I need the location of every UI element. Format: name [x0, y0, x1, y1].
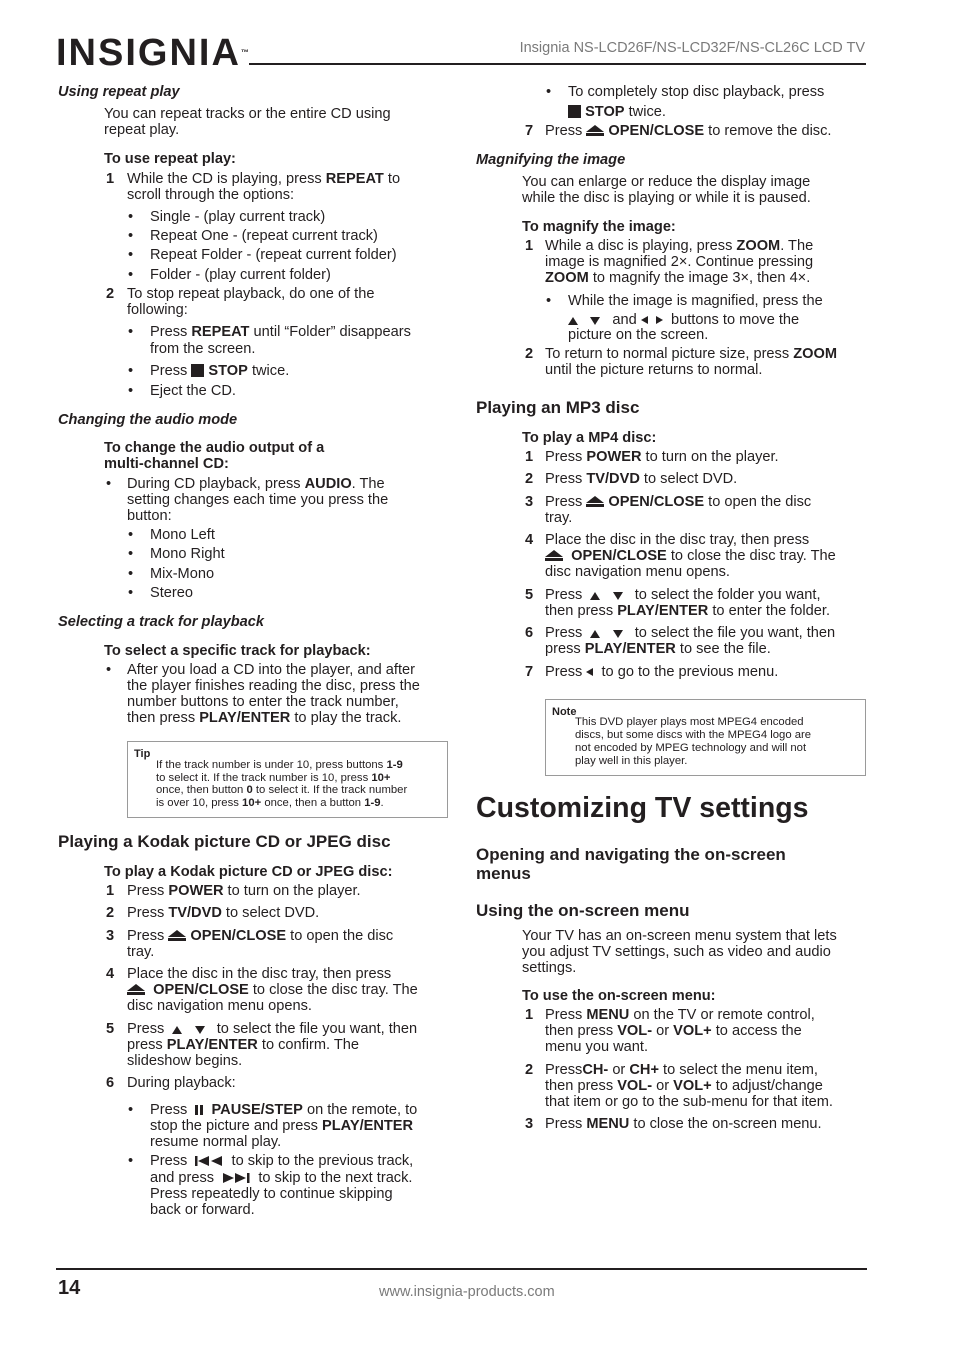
step-number: 5	[525, 587, 534, 603]
step-number: 3	[106, 928, 115, 944]
list-item: Eject the CD.	[150, 383, 236, 399]
step-text: OPEN/CLOSE to close the disc tray. The	[127, 982, 418, 998]
note-line: discs, but some discs with the MPEG4 logo are	[575, 729, 812, 741]
section-heading-repeat: Using repeat play	[58, 84, 180, 100]
step-text: image is magnified 2×. Continue pressing	[545, 254, 814, 270]
step-number: 1	[106, 883, 115, 899]
pause-icon	[195, 1105, 203, 1115]
bullet: •	[128, 324, 134, 340]
footer-url[interactable]: www.insignia-products.com	[379, 1284, 555, 1300]
footer-rule	[56, 1268, 867, 1270]
list-item: During CD playback, press AUDIO. The	[127, 476, 385, 492]
list-item: After you load a CD into the player, and after	[127, 662, 415, 678]
down-arrow-icon	[613, 630, 623, 638]
stop-icon	[191, 364, 204, 377]
eject-icon	[586, 496, 604, 507]
step-text: that item or go to the sub-menu for that item.	[545, 1094, 833, 1110]
procedure-heading: To play a MP4 disc:	[522, 430, 657, 446]
list-item: then press PLAY/ENTER to play the track.	[127, 710, 402, 726]
step-number: 2	[106, 905, 115, 921]
list-item: Press STOP twice.	[150, 363, 290, 379]
previous-track-icon	[195, 1155, 223, 1167]
section-heading-kodak: Playing a Kodak picture CD or JPEG disc	[58, 832, 391, 851]
bullet: •	[128, 247, 134, 263]
step-number: 3	[525, 494, 534, 510]
list-item: stop the picture and press PLAY/ENTER	[150, 1118, 414, 1134]
bullet: •	[546, 84, 552, 100]
procedure-heading: To play a Kodak picture CD or JPEG disc:	[104, 864, 393, 880]
tip-line: once, then button 0 to select it. If the track number	[156, 784, 408, 796]
note-line: This DVD player plays most MPEG4 encoded	[575, 716, 804, 728]
list-item: button:	[127, 508, 172, 524]
section-heading-magnify: Magnifying the image	[476, 152, 626, 168]
step-text: then press PLAY/ENTER to enter the folder.	[545, 603, 831, 619]
procedure-heading: To magnify the image:	[522, 219, 676, 235]
up-arrow-icon	[568, 317, 578, 325]
list-item: and press to skip to the next track.	[150, 1170, 413, 1186]
list-item: Stereo	[150, 585, 193, 601]
down-arrow-icon	[613, 592, 623, 600]
bullet: •	[128, 1102, 134, 1118]
step-text: disc navigation menu opens.	[545, 564, 730, 580]
step-number: 1	[525, 1007, 534, 1023]
paragraph: settings.	[522, 960, 577, 976]
list-item: setting changes each time you press the	[127, 492, 389, 508]
up-arrow-icon	[172, 1026, 182, 1034]
step-text: During playback:	[127, 1075, 236, 1091]
down-arrow-icon	[590, 317, 600, 325]
list-item: Mono Right	[150, 546, 225, 562]
eject-icon	[586, 125, 604, 136]
step-number: 2	[525, 346, 534, 362]
stop-icon	[568, 105, 581, 118]
step-text: Press POWER to turn on the player.	[127, 883, 361, 899]
list-item: Single - (play current track)	[150, 209, 326, 225]
section-heading-using-menu: Using the on-screen menu	[476, 901, 690, 920]
step-number: 1	[525, 449, 534, 465]
step-text: ZOOM to magnify the image 3×, then 4×.	[545, 270, 811, 286]
bullet: •	[128, 363, 134, 379]
paragraph: Your TV has an on-screen menu system that lets	[522, 928, 837, 944]
step-text: Press to select the file you want, then	[545, 625, 836, 641]
step-number: 7	[525, 123, 534, 139]
eject-icon	[168, 930, 186, 941]
bullet: •	[106, 476, 112, 492]
bullet: •	[128, 228, 134, 244]
header-rule	[249, 63, 866, 65]
up-arrow-icon	[590, 592, 600, 600]
step-text: Press to select the folder you want,	[545, 587, 821, 603]
bullet: •	[106, 662, 112, 678]
step-number: 5	[106, 1021, 115, 1037]
step-text: menu you want.	[545, 1039, 649, 1055]
paragraph: repeat play.	[104, 122, 180, 138]
header-title: Insignia NS-LCD26F/NS-LCD32F/NS-CL26C LCD TV	[519, 40, 865, 56]
next-track-icon	[222, 1172, 250, 1184]
step-text: Press OPEN/CLOSE to open the disc	[545, 494, 812, 510]
up-arrow-icon	[590, 630, 600, 638]
tip-box	[127, 741, 448, 818]
list-item: resume normal play.	[150, 1134, 282, 1150]
step-number: 2	[525, 471, 534, 487]
section-heading-track: Selecting a track for playback	[58, 614, 265, 630]
step-text: Press to go to the previous menu.	[545, 664, 779, 680]
step-text: Press to select the file you want, then	[127, 1021, 418, 1037]
step-text: Press TV/DVD to select DVD.	[545, 471, 738, 487]
step-text: To return to normal picture size, press ZOOM	[545, 346, 837, 362]
step-number: 6	[525, 625, 534, 641]
paragraph: You can enlarge or reduce the display image	[522, 174, 811, 190]
list-item: Mono Left	[150, 527, 215, 543]
list-item: Press repeatedly to continue skipping	[150, 1186, 393, 1202]
step-text: While the CD is playing, press REPEAT to	[127, 171, 401, 187]
chapter-heading: Customizing TV settings	[476, 792, 809, 824]
step-text: PressCH- or CH+ to select the menu item,	[545, 1062, 818, 1078]
step-number: 4	[525, 532, 534, 548]
list-item: To completely stop disc playback, press	[568, 84, 825, 100]
note-box	[545, 699, 866, 776]
step-text: Place the disc in the disc tray, then press	[127, 966, 392, 982]
note-line: not encoded by MPEG technology and will not	[575, 742, 807, 754]
step-number: 7	[525, 664, 534, 680]
step-text: While a disc is playing, press ZOOM. The	[545, 238, 814, 254]
step-text: tray.	[127, 944, 155, 960]
list-item: Folder - (play current folder)	[150, 267, 331, 283]
list-item: the player finishes reading the disc, press the	[127, 678, 420, 694]
step-text: Press OPEN/CLOSE to open the disc	[127, 928, 394, 944]
bullet: •	[546, 293, 552, 309]
bullet: •	[128, 209, 134, 225]
step-number: 6	[106, 1075, 115, 1091]
insignia-logo: INSIGNIA™	[56, 32, 249, 74]
step-number: 1	[525, 238, 534, 254]
step-text: Press OPEN/CLOSE to remove the disc.	[545, 123, 832, 139]
tip-line: to select it. If the track number is 10, press 10+	[156, 772, 391, 784]
right-arrow-icon	[656, 316, 663, 324]
paragraph: You can repeat tracks or the entire CD using	[104, 106, 391, 122]
list-item: from the screen.	[150, 341, 256, 357]
list-item: picture on the screen.	[568, 327, 709, 343]
bullet: •	[128, 267, 134, 283]
tip-line: If the track number is under 10, press buttons 1-9	[156, 759, 403, 771]
bullet: •	[128, 585, 134, 601]
procedure-heading: To use the on-screen menu:	[522, 988, 716, 1004]
step-text: slideshow begins.	[127, 1053, 243, 1069]
bullet: •	[128, 527, 134, 543]
tip-label: Tip	[134, 748, 151, 760]
list-item: While the image is magnified, press the	[568, 293, 823, 309]
step-number: 3	[525, 1116, 534, 1132]
step-number: 2	[106, 286, 115, 302]
bullet: •	[128, 546, 134, 562]
step-text: Press MENU on the TV or remote control,	[545, 1007, 815, 1023]
list-item: Repeat Folder - (repeat current folder)	[150, 247, 397, 263]
step-text: To stop repeat playback, do one of the	[127, 286, 375, 302]
step-text: Press POWER to turn on the player.	[545, 449, 779, 465]
procedure-heading: To use repeat play:	[104, 151, 236, 167]
note-label: Note	[552, 706, 577, 718]
section-heading-open-nav: Opening and navigating the on-screen	[476, 845, 786, 864]
step-text: Place the disc in the disc tray, then press	[545, 532, 810, 548]
note-line: play well in this player.	[575, 755, 688, 767]
step-text: press PLAY/ENTER to confirm. The	[127, 1037, 359, 1053]
list-item: Mix-Mono	[150, 566, 215, 582]
bullet: •	[128, 383, 134, 399]
eject-icon	[545, 550, 563, 561]
tip-line: is over 10, press 10+ once, then a button 1-9.	[156, 797, 384, 809]
list-item: back or forward.	[150, 1202, 255, 1218]
left-arrow-icon	[586, 668, 593, 676]
procedure-heading: To select a specific track for playback:	[104, 643, 371, 659]
section-heading-open-nav: menus	[476, 864, 531, 883]
bullet: •	[128, 566, 134, 582]
down-arrow-icon	[195, 1026, 205, 1034]
page-number: 14	[58, 1277, 81, 1299]
step-number: 2	[525, 1062, 534, 1078]
eject-icon	[127, 984, 145, 995]
step-text: tray.	[545, 510, 573, 526]
step-number: 4	[106, 966, 115, 982]
step-text: scroll through the options:	[127, 187, 295, 203]
list-item: Press PAUSE/STEP on the remote, to	[150, 1102, 418, 1118]
step-text: Press TV/DVD to select DVD.	[127, 905, 320, 921]
step-text: then press VOL- or VOL+ to adjust/change	[545, 1078, 823, 1094]
list-item: and buttons to move the	[568, 312, 799, 328]
step-text: then press VOL- or VOL+ to access the	[545, 1023, 802, 1039]
step-text: until the picture returns to normal.	[545, 362, 763, 378]
procedure-heading: multi-channel CD:	[104, 456, 229, 472]
step-text: OPEN/CLOSE to close the disc tray. The	[545, 548, 836, 564]
list-item: number buttons to enter the track number,	[127, 694, 399, 710]
list-item: Repeat One - (repeat current track)	[150, 228, 378, 244]
section-heading-audio: Changing the audio mode	[58, 412, 238, 428]
list-item: Press to skip to the previous track,	[150, 1153, 414, 1169]
bullet: •	[128, 1153, 134, 1169]
step-text: following:	[127, 302, 188, 318]
step-text: Press MENU to close the on-screen menu.	[545, 1116, 822, 1132]
step-number: 1	[106, 171, 115, 187]
step-text: disc navigation menu opens.	[127, 998, 312, 1014]
step-text: press PLAY/ENTER to see the file.	[545, 641, 771, 657]
left-arrow-icon	[641, 316, 648, 324]
procedure-heading: To change the audio output of a	[104, 440, 325, 456]
paragraph: while the disc is playing or while it is paused.	[522, 190, 811, 206]
list-item: Press REPEAT until “Folder” disappears	[150, 324, 411, 340]
paragraph: you adjust TV settings, such as video and audio	[522, 944, 831, 960]
list-item: STOP twice.	[568, 104, 666, 120]
section-heading-mp3: Playing an MP3 disc	[476, 398, 640, 417]
